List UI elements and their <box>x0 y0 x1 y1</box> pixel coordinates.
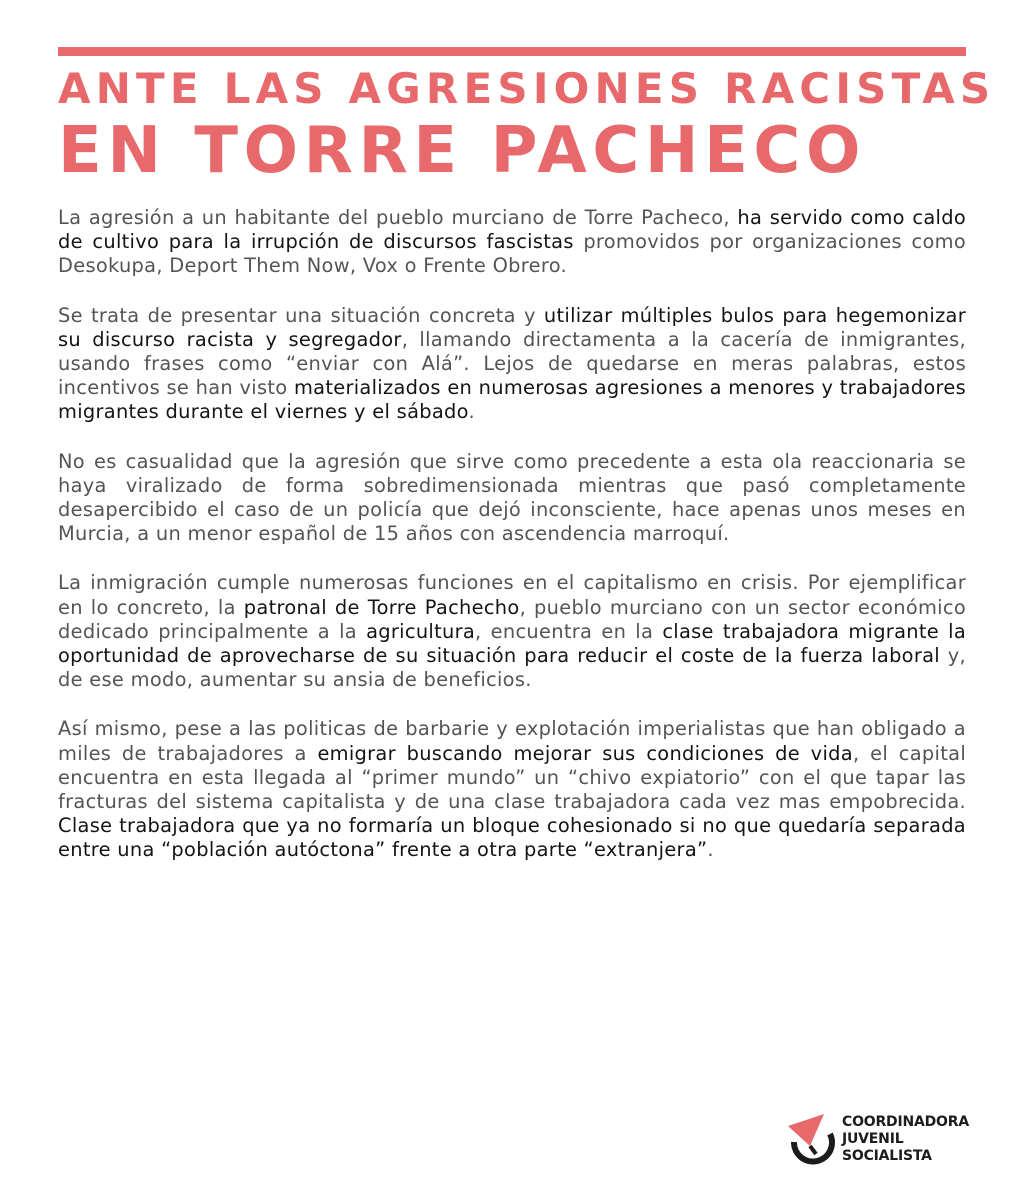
body-text: promovidos por organizaciones como Desokupa, Deport Them Now, Vox o Frente Obrero. <box>58 230 966 278</box>
body-text: No es casualidad que la agresión que sirve como precedente a esta ola reaccionaria se haya viralizado de forma sobredimensionada mientras que pasó completamente desapercibido el caso de un policía que dejó inconsciente, hace apenas unos meses en Murcia, a un menor español de 15 años con ascendencia marroquí. <box>58 449 966 546</box>
emphasis-text: ha servido como caldo de cultivo para la irrupción de discursos fascistas <box>58 206 966 254</box>
body-text: , pueblo murciano con un sector económico dedicado principalmente a la <box>58 595 966 643</box>
body-text: , llamando directamenta a la cacería de inmigrantes, usando frases como “enviar con Alá”. Lejos de quedarse en meras palabras, estos incentivos se han visto <box>58 327 967 400</box>
cjs-flag-circle-icon <box>786 1112 838 1168</box>
paragraph-3 <box>58 450 966 547</box>
body-text: Así mismo, pese a las politicas de barbarie y explotación imperialistas que han obligado a miles de trabajadores a <box>58 717 966 765</box>
logo-line-3: SOCIALISTA <box>842 1148 932 1164</box>
body-text: Se trata de presentar una situación concreta y <box>58 303 544 327</box>
emphasis-text: materializados en numerosas agresiones a menores y trabajadores migrantes durante el viernes y el sábado <box>58 376 966 424</box>
organization-logo <box>786 1112 986 1168</box>
paragraph-4 <box>58 571 966 692</box>
emphasis-text: clase trabajadora migrante la oportunidad de aprovecharse de su situación para reducir el coste de la fuerza laboral <box>58 619 966 668</box>
article-body <box>58 206 966 888</box>
body-text: . <box>468 400 475 424</box>
emphasis-text: emigrar buscando mejorar sus condiciones de vida <box>317 741 853 765</box>
body-text: , el capital encuentra en esta llegada al “primer mundo” un “chivo expiatorio” con el que tapar las fracturas del sistema capitalista y de una clase trabajadora cada vez mas empobrecida. <box>58 741 967 814</box>
paragraph-1 <box>58 206 966 279</box>
body-text: , encuentra en la <box>475 619 663 643</box>
headline-line-2: EN TORRE PACHECO <box>58 114 866 188</box>
logo-line-2: JUVENIL <box>842 1131 904 1147</box>
emphasis-text: utilizar múltiples bulos para hegemonizar su discurso racista y segregador <box>58 303 967 351</box>
emphasis-text: patronal de Torre Pachecho <box>243 595 520 619</box>
logo-wordmark <box>842 1114 969 1165</box>
headline-line-1: ANTE LAS AGRESIONES RACISTAS <box>58 64 996 113</box>
body-text: . <box>707 838 714 862</box>
paragraph-2 <box>58 304 966 425</box>
emphasis-text: Clase trabajadora que ya no formaría un bloque cohesionado si no que quedaría separada entre una “población autóctona” frente a otra parte “extranjera” <box>58 814 966 862</box>
logo-line-1: COORDINADORA <box>842 1114 969 1130</box>
body-text: y, de ese modo, aumentar su ansia de beneficios. <box>58 644 967 692</box>
emphasis-text: agricultura <box>366 619 476 643</box>
paragraph-5 <box>58 717 966 862</box>
top-divider <box>58 47 966 56</box>
body-text: La agresión a un habitante del pueblo murciano de Torre Pacheco, <box>58 206 738 229</box>
body-text: La inmigración cumple numerosas funciones en el capitalismo en crisis. Por ejemplificar en lo concreto, la <box>58 571 966 619</box>
